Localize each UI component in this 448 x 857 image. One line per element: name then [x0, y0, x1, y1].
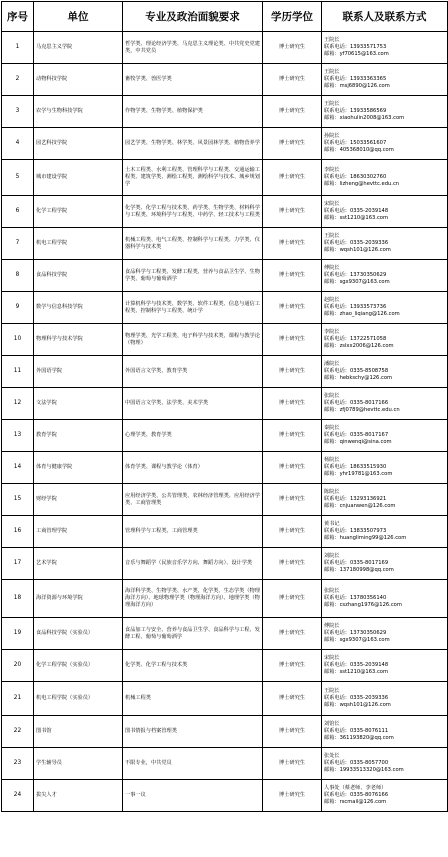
row-number: 19	[2, 618, 34, 650]
table-body	[2, 32, 448, 812]
contact-phone: 联系电话：0335-2039336	[324, 240, 389, 247]
unit-name: 食品科技学院（实验员）	[34, 618, 123, 650]
contact-phone: 联系电话：13933571753	[324, 44, 387, 51]
contact-cell	[322, 196, 448, 228]
row-number: 1	[2, 32, 34, 64]
contact-person: 王院长	[324, 37, 340, 44]
unit-name: 园艺科技学院	[34, 128, 123, 160]
unit-name: 机电工程学院	[34, 228, 123, 260]
header-contact: 联系人及联系方式	[322, 2, 448, 32]
contact-phone: 联系电话：0335-8017169	[324, 560, 389, 567]
contact-cell	[322, 260, 448, 292]
contact-phone: 联系电话：0335-2039148	[324, 208, 389, 215]
unit-name: 马克思主义学院	[34, 32, 123, 64]
contact-phone: 联系电话：0335-8508758	[324, 368, 389, 375]
table-row	[2, 548, 448, 580]
contact-cell	[322, 548, 448, 580]
degree-text: 博士研究生	[263, 716, 322, 748]
contact-email: 邮箱：yf70615@163.com	[324, 50, 389, 57]
contact-email: 邮箱：qinwenqi@sina.com	[324, 438, 392, 445]
table-row	[2, 516, 448, 548]
degree-text: 博士研究生	[263, 682, 322, 716]
degree-text: 博士研究生	[263, 548, 322, 580]
requirement-text: 食品加工与安全、营养与食品卫生学、食品科学与工程、发酵工程、葡萄与葡萄酒学	[123, 618, 263, 650]
table-row	[2, 96, 448, 128]
contact-phone: 联系电话：13722571058	[324, 336, 387, 343]
degree-text: 博士研究生	[263, 196, 322, 228]
degree-text: 博士研究生	[263, 228, 322, 260]
contact-email: 邮箱：wqsh101@126.com	[324, 246, 391, 253]
requirement-text: 音乐与舞蹈学（民族音乐学方向、舞蹈方向）、设计学类	[123, 548, 263, 580]
unit-name: 体育与健康学院	[34, 452, 123, 484]
row-number: 10	[2, 324, 34, 356]
degree-text: 博士研究生	[263, 780, 322, 812]
contact-phone: 联系电话：18630302760	[324, 174, 387, 181]
contact-email: 邮箱：137180998@qq.com	[324, 566, 394, 573]
requirement-text: 不限专业，中共党员	[123, 748, 263, 780]
header-unit: 单位	[34, 2, 123, 32]
row-number: 5	[2, 160, 34, 196]
contact-cell	[322, 780, 448, 812]
contact-email: 邮箱：hebkschy@126.com	[324, 374, 393, 381]
unit-name: 物理科学与技术学院	[34, 324, 123, 356]
table-row	[2, 618, 448, 650]
row-number: 14	[2, 452, 34, 484]
contact-phone: 联系电话：0335-8017166	[324, 400, 389, 407]
contact-cell	[322, 292, 448, 324]
unit-name: 化学工程学院	[34, 196, 123, 228]
row-number: 16	[2, 516, 34, 548]
row-number: 2	[2, 64, 34, 96]
contact-person: 张处长	[324, 753, 340, 760]
contact-email: 邮箱：sgx9307@163.com	[324, 278, 390, 285]
contact-phone: 联系电话：13833507973	[324, 528, 387, 535]
requirement-text: 化学类、化学工程与技术类、药学类、生物学类、材料科学与工程类、环境科学与工程类、中药学、轻工技术与工程类	[123, 196, 263, 228]
contact-person: 张院长	[324, 588, 340, 595]
degree-text: 博士研究生	[263, 388, 322, 420]
contact-phone: 联系电话：13933573736	[324, 304, 387, 311]
contact-cell	[322, 618, 448, 650]
contact-phone: 联系电话：0335-8076111	[324, 728, 389, 735]
contact-phone: 联系电话：13730350629	[324, 272, 387, 279]
requirement-text: 机械工程类	[123, 682, 263, 716]
table-row	[2, 228, 448, 260]
row-number: 21	[2, 682, 34, 716]
contact-email: 邮箱：rscmail@126.com	[324, 798, 387, 805]
contact-cell	[322, 682, 448, 716]
contact-cell	[322, 716, 448, 748]
contact-person: 潘院长	[324, 361, 340, 368]
table-row	[2, 580, 448, 618]
contact-person: 李院长	[324, 167, 340, 174]
unit-name: 财经学院	[34, 484, 123, 516]
contact-email: 邮箱：wqsh101@126.com	[324, 701, 391, 708]
degree-text: 博士研究生	[263, 32, 322, 64]
row-number: 13	[2, 420, 34, 452]
header-requirement: 专业及政治面貌要求	[123, 2, 263, 32]
requirement-text: 机械工程类、电气工程类、控制科学与工程类、力学类、仪器科学与技术类	[123, 228, 263, 260]
contact-email: 邮箱：lizheng@hevttc.edu.cn	[324, 180, 400, 187]
row-number: 4	[2, 128, 34, 160]
requirement-text: 体育学类、课程与教学论（体育）	[123, 452, 263, 484]
contact-cell	[322, 484, 448, 516]
degree-text: 博士研究生	[263, 484, 322, 516]
contact-phone: 联系电话：0335-8017167	[324, 432, 389, 439]
unit-name: 外国语学院	[34, 356, 123, 388]
contact-phone: 联系电话：13730350629	[324, 630, 387, 637]
contact-cell	[322, 748, 448, 780]
unit-name: 海洋资源与环境学院	[34, 580, 123, 618]
contact-cell	[322, 96, 448, 128]
contact-person: 傅院长	[324, 623, 340, 630]
row-number: 18	[2, 580, 34, 618]
row-number: 7	[2, 228, 34, 260]
contact-cell	[322, 160, 448, 196]
row-number: 24	[2, 780, 34, 812]
degree-text: 博士研究生	[263, 420, 322, 452]
unit-name: 机电工程学院（实验员）	[34, 682, 123, 716]
contact-person: 张院长	[324, 393, 340, 400]
contact-phone: 联系电话：0335-2039336	[324, 695, 389, 702]
unit-name: 城市建设学院	[34, 160, 123, 196]
contact-cell	[322, 516, 448, 548]
contact-person: 王院长	[324, 101, 340, 108]
table-row	[2, 484, 448, 516]
contact-person: 李院长	[324, 329, 340, 336]
degree-text: 博士研究生	[263, 96, 322, 128]
degree-text: 博士研究生	[263, 452, 322, 484]
degree-text: 博士研究生	[263, 128, 322, 160]
contact-person: 人事处（蔡老师、李老师）	[324, 785, 387, 792]
table-row	[2, 682, 448, 716]
unit-name: 动物科技学院	[34, 64, 123, 96]
requirement-text: 土木工程类、水利工程类、管理科学与工程类、交通运输工程类、建筑学类、测绘工程类、测绘科学与技术、城乡规划学	[123, 160, 263, 196]
contact-person: 陈院长	[324, 489, 340, 496]
row-number: 9	[2, 292, 34, 324]
degree-text: 博士研究生	[263, 618, 322, 650]
contact-phone: 联系电话：15033561607	[324, 140, 387, 147]
contact-cell	[322, 356, 448, 388]
contact-email: 邮箱：cszhang1976@126.com	[324, 601, 402, 608]
contact-cell	[322, 452, 448, 484]
contact-phone: 联系电话：13780356140	[324, 595, 387, 602]
degree-text: 博士研究生	[263, 748, 322, 780]
degree-text: 博士研究生	[263, 260, 322, 292]
contact-email: 邮箱：zslxx2006@126.com	[324, 342, 394, 349]
row-number: 6	[2, 196, 34, 228]
contact-person: 赵院长	[324, 297, 340, 304]
contact-person: 黄书记	[324, 521, 340, 528]
unit-name: 拔尖人才	[34, 780, 123, 812]
requirement-text: 心理学类、教育学类	[123, 420, 263, 452]
contact-phone: 联系电话：13293136921	[324, 496, 387, 503]
contact-email: 邮箱：zfj0789@hevttc.edu.cn	[324, 406, 400, 413]
contact-person: 傅院长	[324, 265, 340, 272]
contact-email: 邮箱：zhao_liqiang@126.com	[324, 310, 400, 317]
table-row	[2, 64, 448, 96]
degree-text: 博士研究生	[263, 292, 322, 324]
table-row	[2, 716, 448, 748]
contact-cell	[322, 420, 448, 452]
row-number: 12	[2, 388, 34, 420]
contact-email: 邮箱：xiaohulin2008@163.com	[324, 114, 405, 121]
table-row	[2, 356, 448, 388]
contact-email: 邮箱：361193820@qq.com	[324, 734, 394, 741]
table-row	[2, 324, 448, 356]
contact-cell	[322, 580, 448, 618]
degree-text: 博士研究生	[263, 64, 322, 96]
row-number: 11	[2, 356, 34, 388]
unit-name: 教育学院	[34, 420, 123, 452]
contact-phone: 联系电话：0335-8076166	[324, 792, 389, 799]
table-row	[2, 160, 448, 196]
unit-name: 学生辅导员	[34, 748, 123, 780]
contact-email: 邮箱：sgx9307@163.com	[324, 636, 390, 643]
contact-email: 邮箱：yhr19781@163.com	[324, 470, 393, 477]
requirement-text: 食品科学与工程类、发酵工程类、营养与食品卫生学、生物学类、葡萄与葡萄酒学	[123, 260, 263, 292]
row-number: 8	[2, 260, 34, 292]
table-row	[2, 420, 448, 452]
unit-name: 艺术学院	[34, 548, 123, 580]
row-number: 23	[2, 748, 34, 780]
requirement-text: 畜牧学类、兽医学类	[123, 64, 263, 96]
table-row	[2, 780, 448, 812]
contact-cell	[322, 128, 448, 160]
row-number: 20	[2, 650, 34, 682]
requirement-text: 园艺学类、生物学类、林学类、风景园林学类、植物营养学	[123, 128, 263, 160]
table-row	[2, 292, 448, 324]
table-row	[2, 388, 448, 420]
contact-cell	[322, 388, 448, 420]
table-row	[2, 748, 448, 780]
table-row	[2, 452, 448, 484]
requirement-text: 哲学类、理论经济学类、马克思主义理论类、中共党史党建类，中共党员	[123, 32, 263, 64]
requirement-text: 海洋科学类、生物学类、水产类、化学类、生态学类（物理海洋方向）、地球物理学类（物理海洋方向）、地理学类（物理海洋方向）	[123, 580, 263, 618]
unit-name: 数学与信息科技学院	[34, 292, 123, 324]
recruitment-table	[1, 1, 448, 812]
unit-name: 图书馆	[34, 716, 123, 748]
contact-person: 王院长	[324, 69, 340, 76]
contact-phone: 联系电话：13933586569	[324, 108, 387, 115]
row-number: 17	[2, 548, 34, 580]
degree-text: 博士研究生	[263, 356, 322, 388]
requirement-text: 外国语言文学类、教育学类	[123, 356, 263, 388]
contact-email: 邮箱：sst1210@163.com	[324, 214, 389, 221]
requirement-text: 中国语言文学类、法学类、美术学类	[123, 388, 263, 420]
unit-name: 农学与生物科技学院	[34, 96, 123, 128]
table-row	[2, 260, 448, 292]
degree-text: 博士研究生	[263, 160, 322, 196]
degree-text: 博士研究生	[263, 324, 322, 356]
table-row	[2, 128, 448, 160]
contact-person: 秦院长	[324, 425, 340, 432]
contact-person: 王院长	[324, 688, 340, 695]
requirement-text: 作物学类、生物学类、植物保护类	[123, 96, 263, 128]
degree-text: 博士研究生	[263, 650, 322, 682]
table-row	[2, 32, 448, 64]
requirement-text: 物理学类、光学工程类、电子科学与技术类、课程与教学论（物理）	[123, 324, 263, 356]
requirement-text: 图书情报与档案管理类	[123, 716, 263, 748]
contact-person: 刘院长	[324, 553, 340, 560]
contact-email: 邮箱：cnjuanwen@126.com	[324, 502, 396, 509]
row-number: 22	[2, 716, 34, 748]
row-number: 3	[2, 96, 34, 128]
contact-email: 邮箱：huangliming99@126.com	[324, 534, 407, 541]
contact-email: 邮箱：msj6890@126.com	[324, 82, 390, 89]
contact-person: 杨院长	[324, 457, 340, 464]
requirement-text: 一事一议	[123, 780, 263, 812]
contact-cell	[322, 650, 448, 682]
degree-text: 博士研究生	[263, 516, 322, 548]
contact-phone: 联系电话：0335-2039148	[324, 662, 389, 669]
contact-person: 孙院长	[324, 133, 340, 140]
contact-person: 宋院长	[324, 655, 340, 662]
requirement-text: 计算机科学与技术类、数学类、软件工程类、信息与通信工程类、控制科学与工程类、统计学	[123, 292, 263, 324]
contact-cell	[322, 64, 448, 96]
header-no: 序号	[2, 2, 34, 32]
contact-phone: 联系电话：0335-8057700	[324, 760, 389, 767]
contact-email: 邮箱：19933513320@163.com	[324, 766, 404, 773]
unit-name: 工商管理学院	[34, 516, 123, 548]
contact-email: 邮箱：sst1210@163.com	[324, 668, 389, 675]
row-number: 15	[2, 484, 34, 516]
requirement-text: 应用经济学类、公共管理类、农林经济管理类、应用经济学类、工商管理类	[123, 484, 263, 516]
requirement-text: 化学类、化学工程与技术类	[123, 650, 263, 682]
requirement-text: 管理科学与工程类、工商管理类	[123, 516, 263, 548]
unit-name: 化学工程学院（实验员）	[34, 650, 123, 682]
contact-person: 宋院长	[324, 201, 340, 208]
contact-cell	[322, 324, 448, 356]
contact-cell	[322, 228, 448, 260]
contact-phone: 联系电话：13933363365	[324, 76, 387, 83]
table-row	[2, 650, 448, 682]
contact-email: 邮箱：405368010@qq.com	[324, 146, 394, 153]
degree-text: 博士研究生	[263, 580, 322, 618]
unit-name: 文法学院	[34, 388, 123, 420]
contact-person: 刘馆长	[324, 721, 340, 728]
contact-cell	[322, 32, 448, 64]
unit-name: 食品科技学院	[34, 260, 123, 292]
contact-phone: 联系电话：18633515930	[324, 464, 387, 471]
contact-person: 王院长	[324, 233, 340, 240]
header-row	[2, 2, 448, 32]
table-row	[2, 196, 448, 228]
header-degree: 学历学位	[263, 2, 322, 32]
